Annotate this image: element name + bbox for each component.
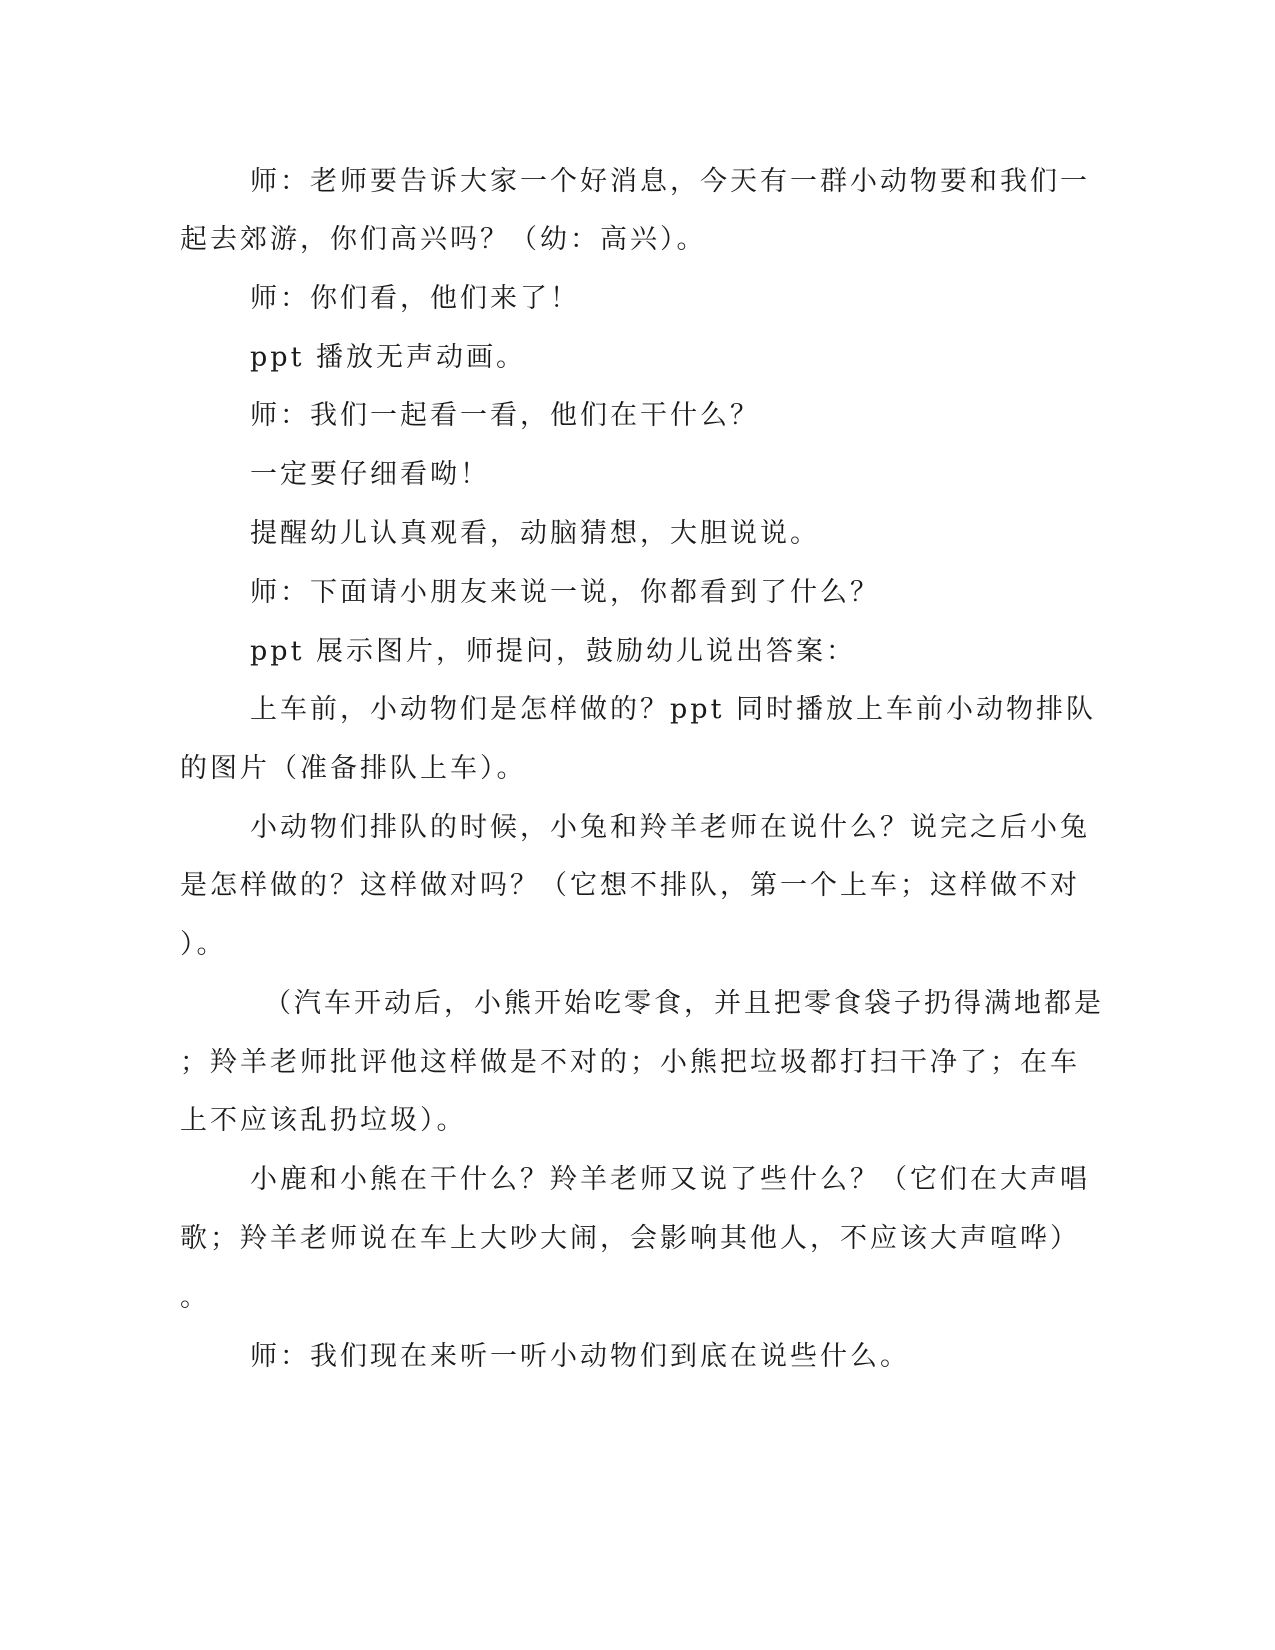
paragraph-line: 起去郊游，你们高兴吗？（幼：高兴）。 — [180, 224, 707, 255]
paragraph-line: ppt 播放无声动画。 — [250, 342, 526, 373]
paragraph-line: 师：你们看，他们来了！ — [250, 283, 580, 314]
paragraph-line: （汽车开动后，小熊开始吃零食，并且把零食袋子扔得满地都是 — [264, 988, 1104, 1019]
paragraph-line: 师：老师要告诉大家一个好消息，今天有一群小动物要和我们一 — [250, 166, 1090, 197]
paragraph-line: 一定要仔细看呦！ — [250, 459, 490, 490]
paragraph-line: 师：下面请小朋友来说一说，你都看到了什么？ — [250, 577, 880, 608]
paragraph-line: 。 — [180, 1282, 210, 1313]
paragraph-line: 师：我们现在来听一听小动物们到底在说些什么。 — [250, 1341, 910, 1372]
paragraph-line: 是怎样做的？这样做对吗？（它想不排队，第一个上车；这样做不对 — [180, 870, 1080, 901]
paragraph-line: 师：我们一起看一看，他们在干什么？ — [250, 400, 760, 431]
paragraph-line: ）。 — [180, 929, 227, 960]
paragraph-line: ；羚羊老师批评他这样做是不对的；小熊把垃圾都打扫干净了；在车 — [180, 1047, 1080, 1078]
paragraph-line: 小鹿和小熊在干什么？羚羊老师又说了些什么？（它们在大声唱 — [250, 1164, 1090, 1195]
paragraph-line: 歌；羚羊老师说在车上大吵大闹，会影响其他人，不应该大声喧哗） — [180, 1223, 1080, 1254]
paragraph-line: 上车前，小动物们是怎样做的？ppt 同时播放上车前小动物排队 — [250, 694, 1096, 725]
paragraph-line: 提醒幼儿认真观看，动脑猜想，大胆说说。 — [250, 518, 820, 549]
paragraph-line: ppt 展示图片，师提问，鼓励幼儿说出答案： — [250, 636, 856, 667]
paragraph-line: 的图片（准备排队上车）。 — [180, 753, 527, 784]
paragraph-line: 小动物们排队的时候，小兔和羚羊老师在说什么？说完之后小兔 — [250, 812, 1090, 843]
paragraph-line: 上不应该乱扔垃圾）。 — [180, 1105, 467, 1136]
